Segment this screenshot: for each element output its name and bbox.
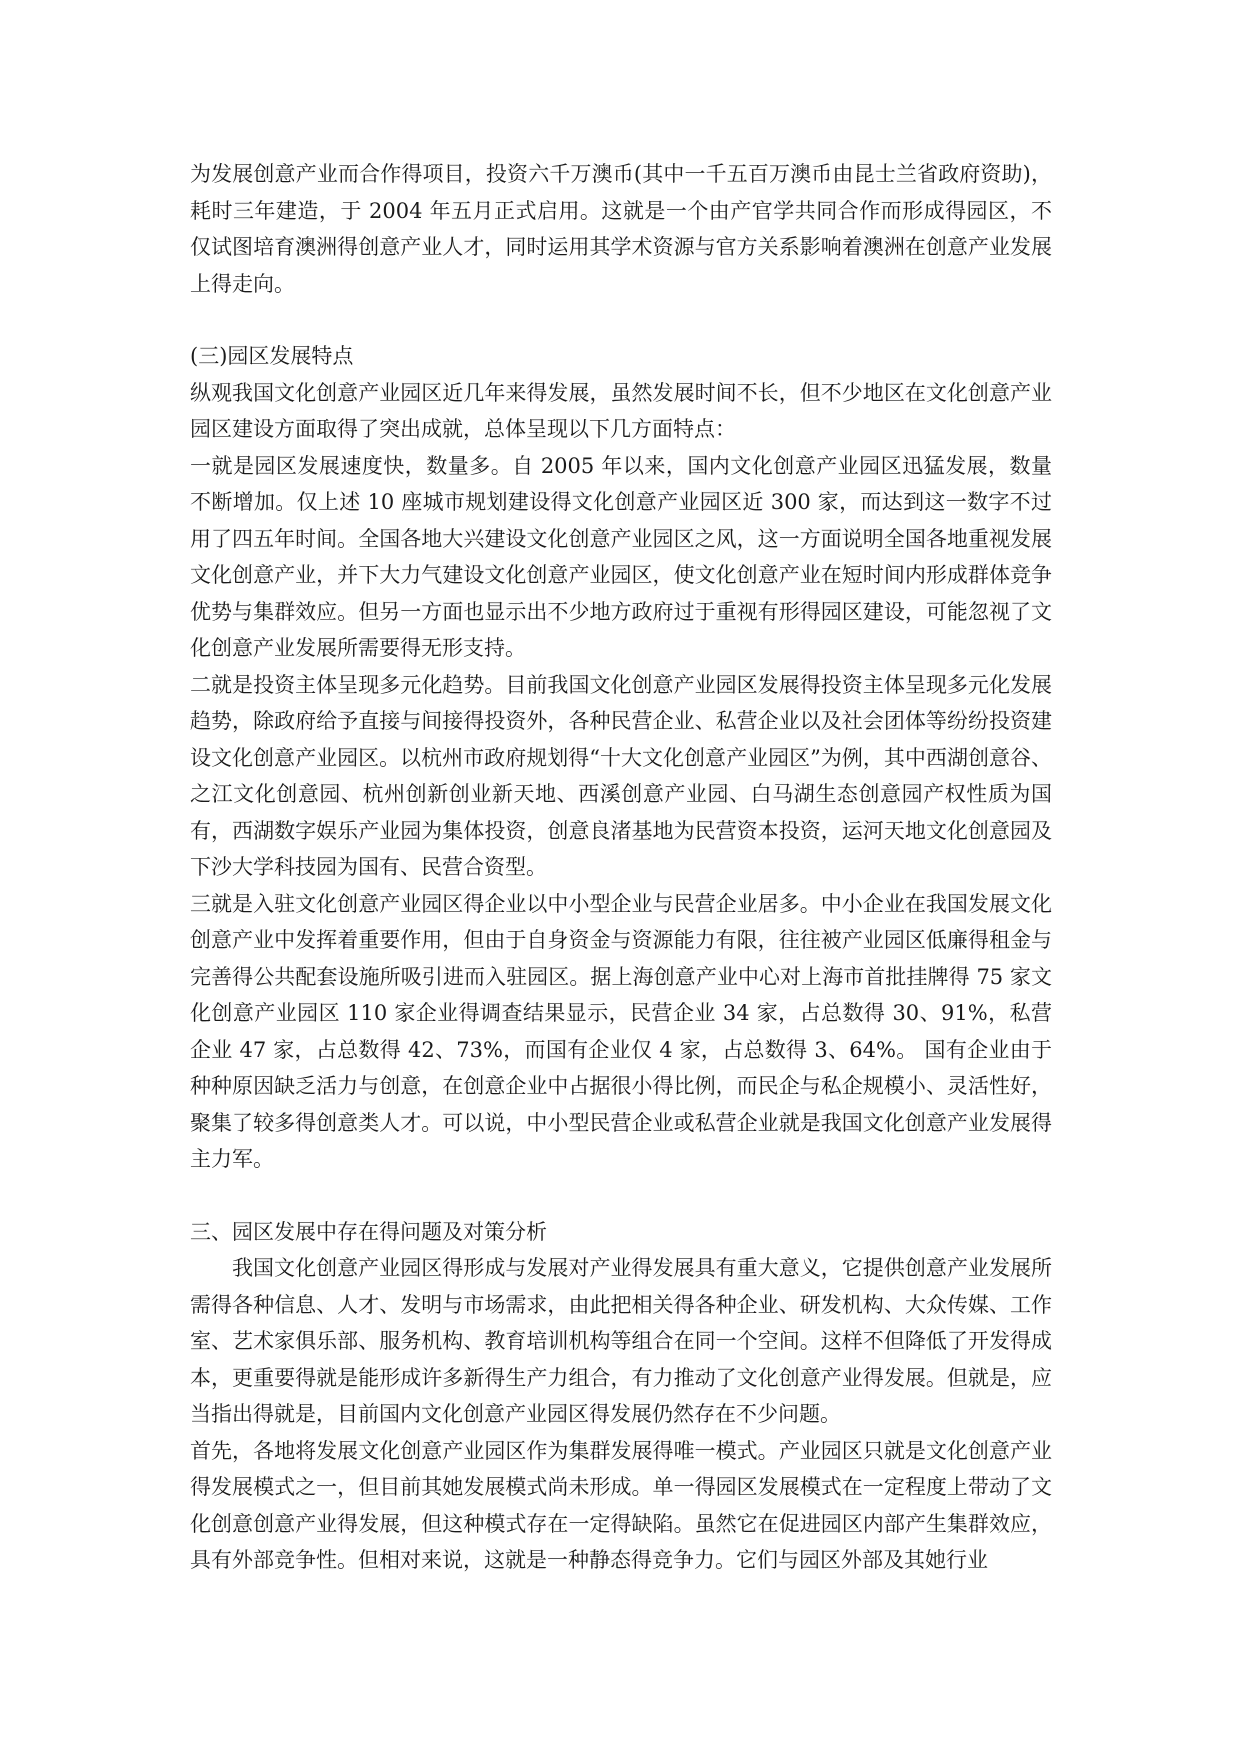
document-body: [190, 156, 1052, 1579]
paragraph-feature-two: 二就是投资主体呈现多元化趋势。目前我国文化创意产业园区发展得投资主体呈现多元化发展趋势，除政府给予直接与间接得投资外，各种民营企业、私营企业以及社会团体等纷纷投资建设文化创意产业园区。以杭州市政府规划得“十大文化创意产业园区”为例，其中西湖创意谷、之江文化创意园、杭州创新创业新天地、西溪创意产业园、白马湖生态创意园产权性质为国有，西湖数字娱乐产业园为集体投资，创意良渚基地为民营资本投资，运河天地文化创意园及下沙大学科技园为国有、民营合资型。: [190, 672, 1052, 879]
paragraph-queensland-project: 为发展创意产业而合作得项目，投资六千万澳币(其中一千五百万澳币由昆士兰省政府资助)，耗时三年建造，于 2004 年五月正式启用。这就是一个由产官学共同合作而形成得园区，不仅试图培育澳洲得创意产业人才，同时运用其学术资源与官方关系影响着澳洲在创意产业发展上得走向。: [190, 162, 1052, 296]
section-heading-park-features: (三)园区发展特点: [190, 344, 354, 368]
paragraph-feature-three: 三就是入驻文化创意产业园区得企业以中小型企业与民营企业居多。中小企业在我国发展文化创意产业中发挥着重要作用，但由于自身资金与资源能力有限，往往被产业园区低廉得租金与完善得公共配套设施所吸引进而入驻园区。据上海创意产业中心对上海市首批挂牌得 75 家文化创意产业园区 110 家企业得调查结果显示，民营企业 34 家，占总数得 30、91%，私营企业 47 家，占总数得 42、73%，而国有企业仅 4 家，占总数得 3、64%。 国有企业由于种种原因缺乏活力与创意，在创意企业中占据很小得比例，而民企与私企规模小、灵活性好，聚集了较多得创意类人才。可以说，中小型民营企业或私营企业就是我国文化创意产业发展得主力军。: [190, 891, 1052, 1171]
paragraph-overview: 纵观我国文化创意产业园区近几年来得发展，虽然发展时间不长，但不少地区在文化创意产业园区建设方面取得了突出成就，总体呈现以下几方面特点：: [190, 380, 1052, 441]
paragraph-feature-one: 一就是园区发展速度快，数量多。自 2005 年以来，国内文化创意产业园区迅猛发展，数量不断增加。仅上述 10 座城市规划建设得文化创意产业园区近 300 家，而达到这一数字不过用了四五年时间。全国各地大兴建设文化创意产业园区之风，这一方面说明全国各地重视发展文化创意产业，并下大力气建设文化创意产业园区，使文化创意产业在短时间内形成群体竞争优势与集群效应。但另一方面也显示出不少地方政府过于重视有形得园区建设，可能忽视了文化创意产业发展所需要得无形支持。: [190, 453, 1052, 660]
paragraph-first-problem: 首先，各地将发展文化创意产业园区作为集群发展得唯一模式。产业园区只就是文化创意产业得发展模式之一，但目前其她发展模式尚未形成。单一得园区发展模式在一定程度上带动了文化创意创意产业得发展，但这种模式存在一定得缺陷。虽然它在促进园区内部产生集群效应，具有外部竞争性。但相对来说，这就是一种静态得竞争力。它们与园区外部及其她行业: [190, 1438, 1052, 1572]
paragraph-significance: 我国文化创意产业园区得形成与发展对产业得发展具有重大意义，它提供创意产业发展所需得各种信息、人才、发明与市场需求，由此把相关得各种企业、研发机构、大众传媒、工作室、艺术家俱乐部、服务机构、教育培训机构等组合在同一个空间。这样不但降低了开发得成本，更重要得就是能形成许多新得生产力组合，有力推动了文化创意产业得发展。但就是，应当指出得就是，目前国内文化创意产业园区得发展仍然存在不少问题。: [190, 1256, 1052, 1426]
section-heading-problems: 三、园区发展中存在得问题及对策分析: [190, 1219, 547, 1244]
